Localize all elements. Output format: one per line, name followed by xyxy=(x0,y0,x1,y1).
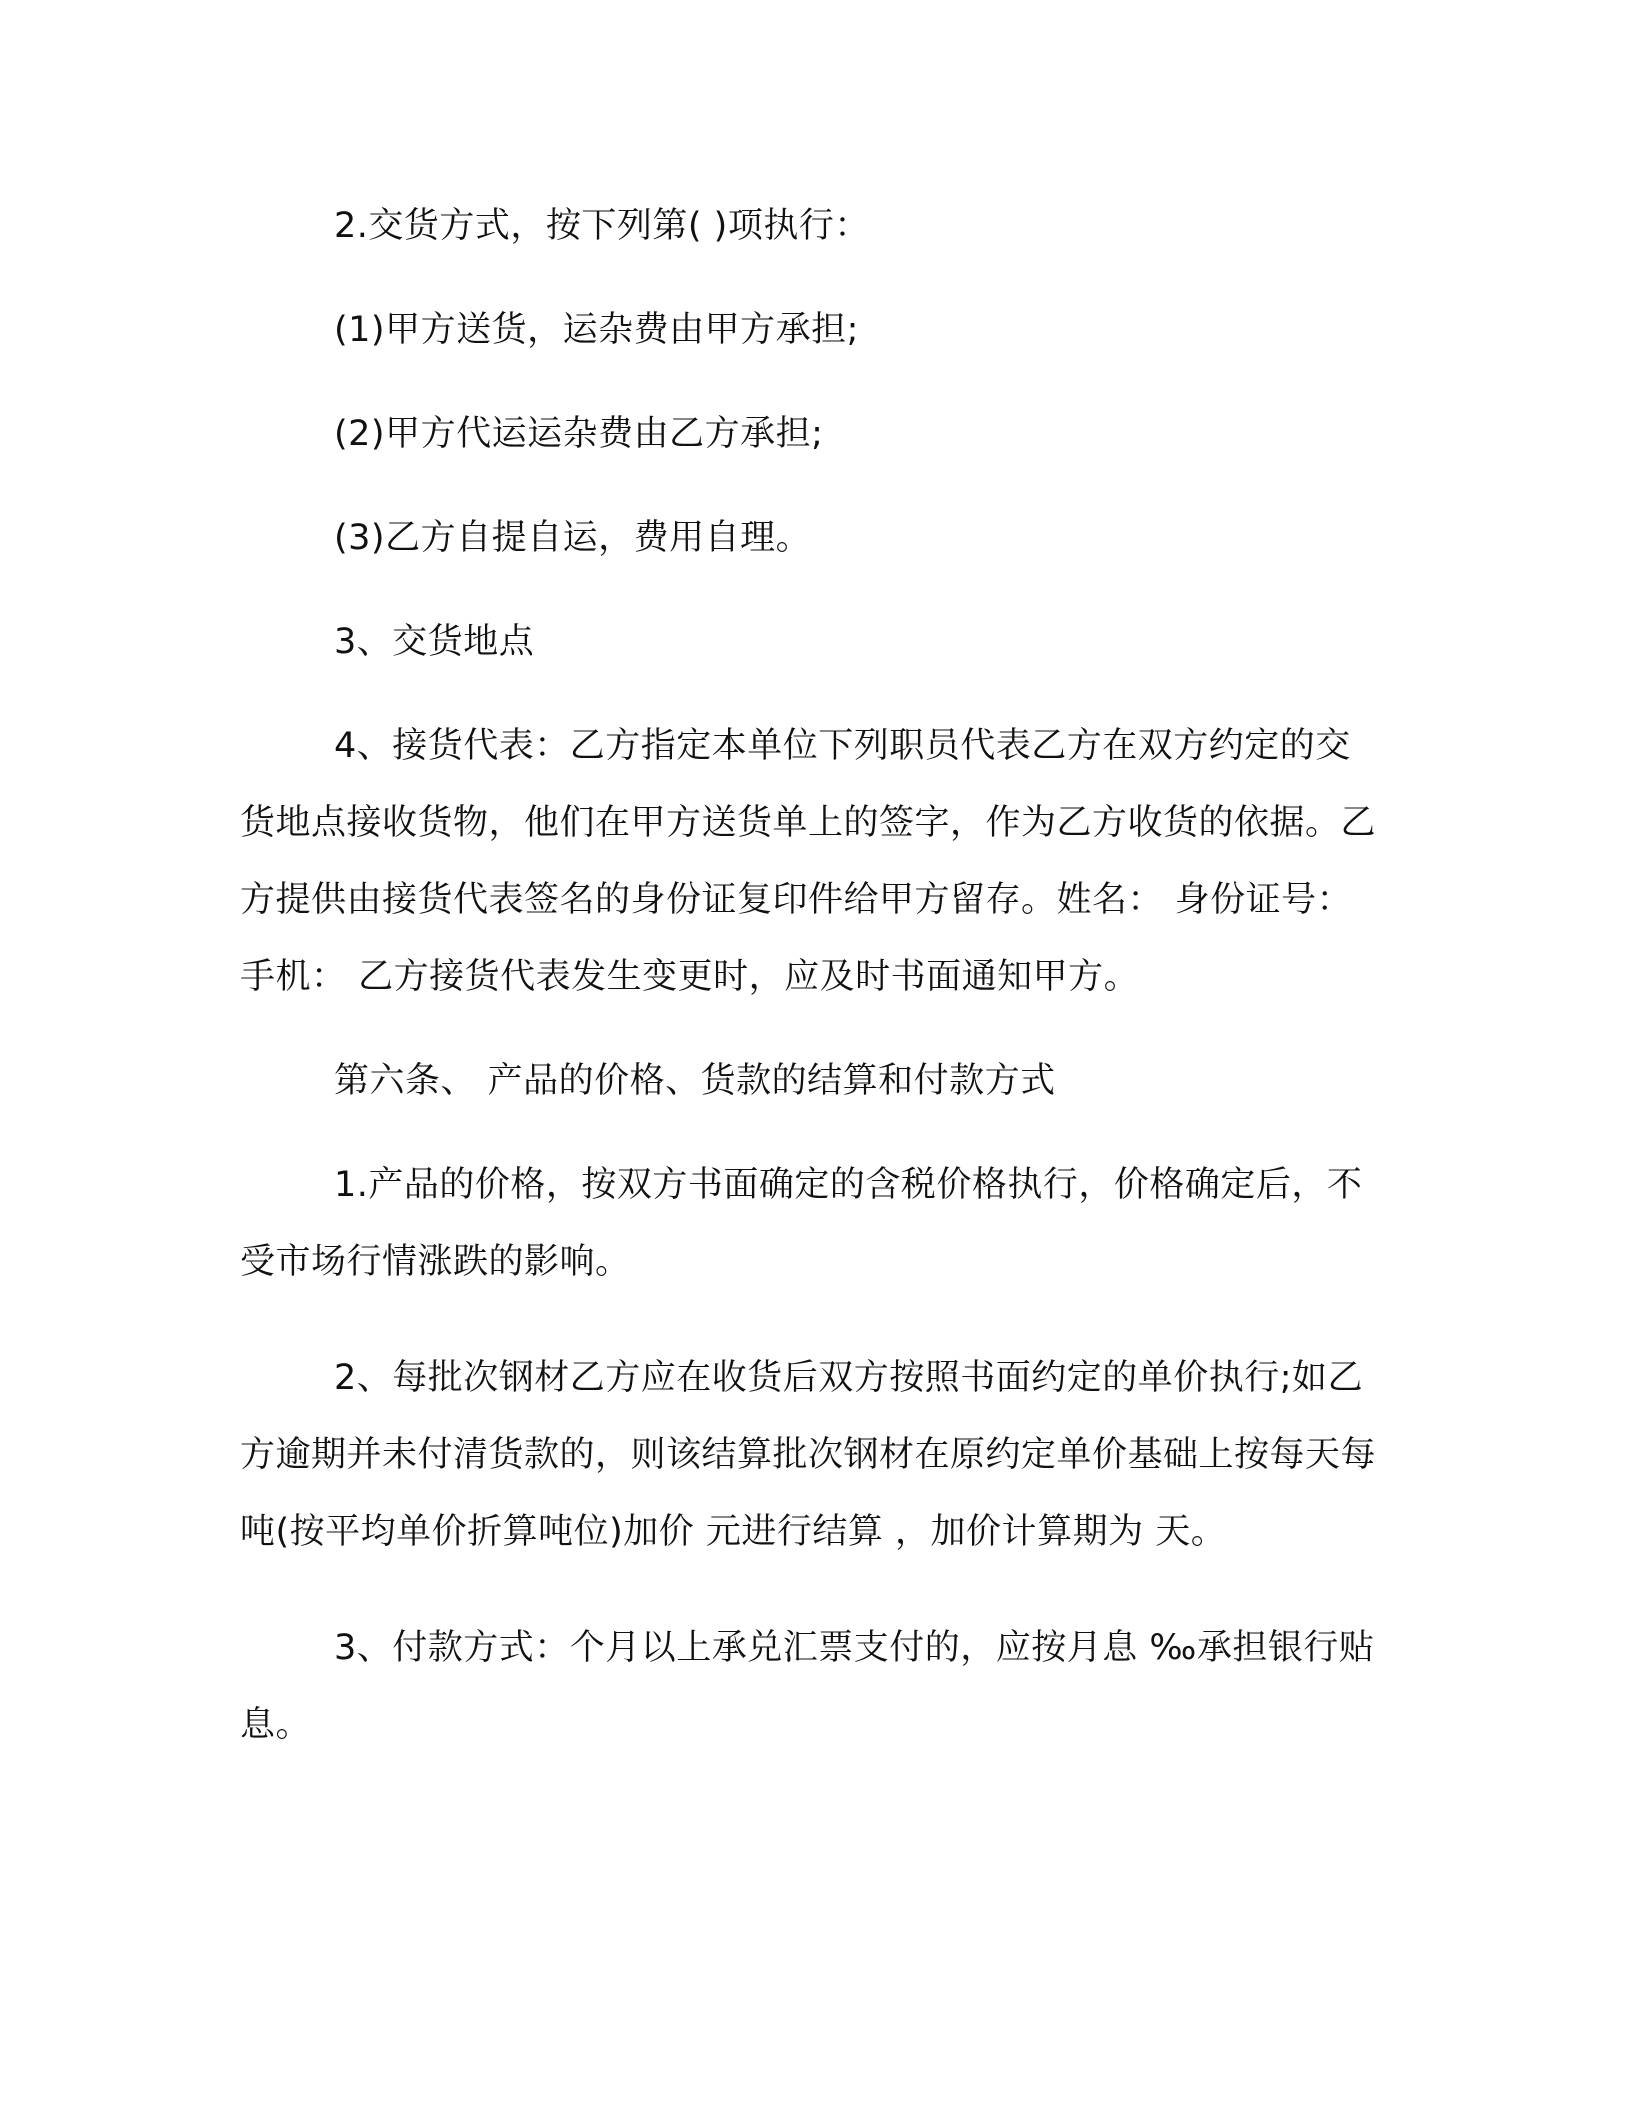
price-clause: 1.产品的价格，按双方书面确定的含税价格执行，价格确定后，不受市场行情涨跌的影响。 xyxy=(240,1165,1363,1282)
payment-method-clause: 3、付款方式：个月以上承兑汇票支付的，应按月息 ‰承担银行贴息。 xyxy=(240,1628,1375,1745)
delivery-option-3: (3)乙方自提自运，费用自理。 xyxy=(334,518,812,558)
receiving-representative-clause: 4、接货代表：乙方指定本单位下列职员代表乙方在双方约定的交货地点接收货物，他们在甲方送货单上的签字，作为乙方收货的依据。乙方提供由接货代表签名的身份证复印件给甲方留存。姓名： 身份证号： 手机： 乙方接货代表发生变更时，应及时书面通知甲方。 xyxy=(240,726,1377,997)
settlement-clause: 2、每批次钢材乙方应在收货后双方按照书面约定的单价执行;如乙方逾期并未付清货款的，则该结算批次钢材在原约定单价基础上按每天每吨(按平均单价折算吨位)加价 元进行结算 ，加价计算期为 天。 xyxy=(240,1358,1377,1552)
delivery-location-clause: 3、交货地点 xyxy=(334,622,535,662)
delivery-option-2: (2)甲方代运运杂费由乙方承担; xyxy=(334,414,824,454)
article-six-heading: 第六条、 产品的价格、货款的结算和付款方式 xyxy=(334,1061,1056,1101)
delivery-option-1: (1)甲方送货，运杂费由甲方承担; xyxy=(334,310,859,350)
delivery-method-clause: 2.交货方式，按下列第( )项执行： xyxy=(334,206,870,246)
document-body xyxy=(240,188,1380,1764)
